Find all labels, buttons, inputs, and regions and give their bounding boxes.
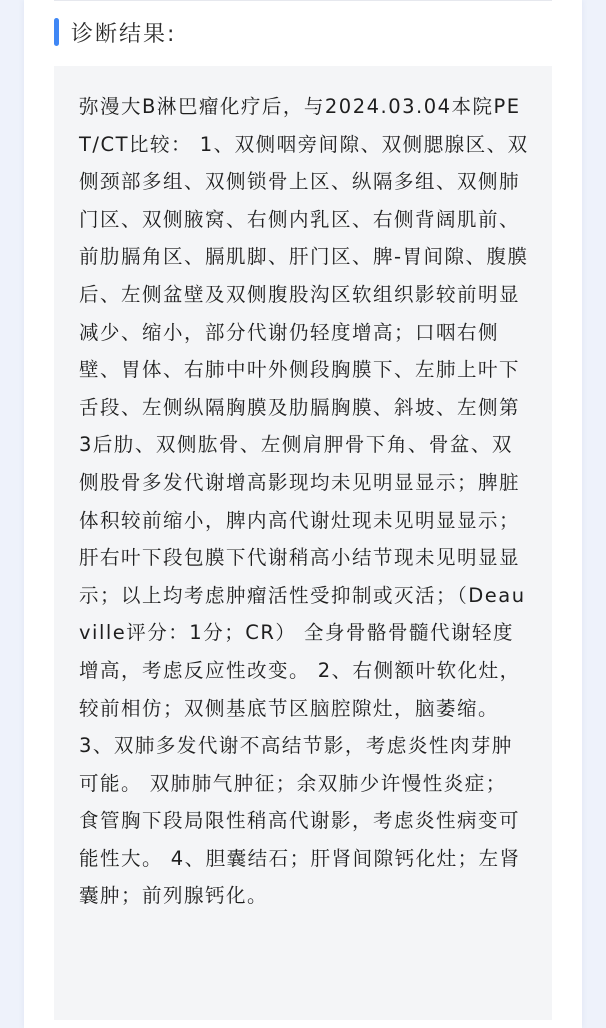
section-title: 诊断结果: xyxy=(71,21,177,47)
accent-bar xyxy=(54,18,59,46)
divider xyxy=(54,0,552,1)
diagnosis-result-text: 弥漫大B淋巴瘤化疗后，与2024.03.04本院PET/CT比较： 1、双侧咽旁间隙、双侧腮腺区、双侧颈部多组、双侧锁骨上区、纵隔多组、双侧肺门区、双侧腋窝、右侧内乳区、右侧背阔肌前、前肋膈角区、膈肌脚、肝门区、脾-胃间隙、腹膜后、左侧盆壁及双侧腹股沟区软组织影较前明显减少、缩小，部分代谢仍轻度增高；口咽右侧壁、胃体、右肺中叶外侧段胸膜下、左肺上叶下舌段、左侧纵隔胸膜及肋膈胸膜、斜坡、左侧第3后肋、双侧肱骨、左侧肩胛骨下角、骨盆、双侧股骨多发代谢增高影现均未见明显显示；脾脏体积较前缩小，脾内高代谢灶现未见明显显示；肝右叶下段包膜下代谢稍高小结节现未见明显显示；以上均考虑肿瘤活性受抑制或灭活；（Deauville评分：1分；CR） 全身骨骼骨髓代谢轻度增高，考虑反应性改变。 2、右侧额叶软化灶，较前相仿；双侧基底节区脑腔隙灶，脑萎缩。 3、双肺多发代谢不高结节影，考虑炎性肉芽肿可能。 双肺肺气肿征；余双肺少许慢性炎症； 食管胸下段局限性稍高代谢影，考虑炎性病变可能性大。 4、胆囊结石；肝肾间隙钙化灶；左肾囊肿；前列腺钙化。 xyxy=(79,95,529,908)
report-page xyxy=(24,0,582,1028)
section-header xyxy=(54,16,176,48)
diagnosis-result-box xyxy=(54,66,552,1020)
